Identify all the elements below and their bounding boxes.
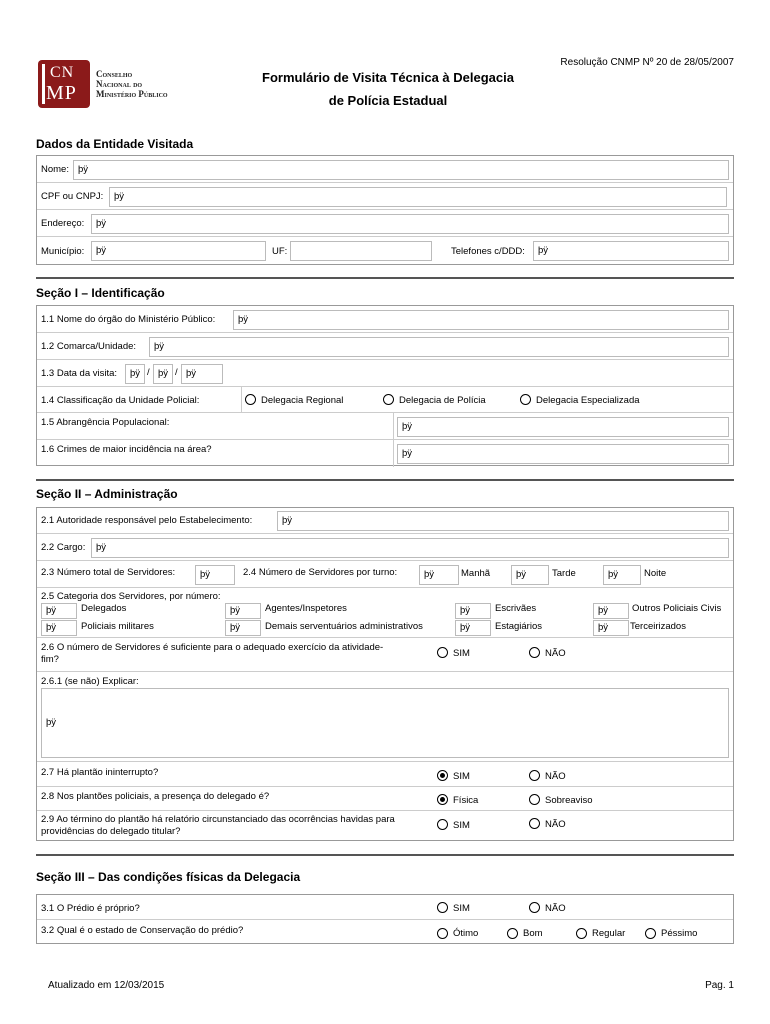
resolution-reference: Resolução CNMP Nº 20 de 28/05/2007 [560,57,734,68]
delegados-label: Delegados [81,603,127,614]
radio-q27-nao[interactable] [529,770,540,781]
demais-label: Demais serventuários administrativos [265,621,423,632]
q26-sim-label: SIM [453,648,470,659]
municipio-field[interactable]: þÿ [91,241,266,261]
q261-label: 2.6.1 (se não) Explicar: [41,676,139,687]
noite-field[interactable]: þÿ [603,565,641,585]
q23-label: 2.3 Número total de Servidores: [41,567,176,578]
radio-q26-sim[interactable] [437,647,448,658]
radio-q28-sobreaviso[interactable] [529,794,540,805]
q29-sim-label: SIM [453,820,470,831]
q31-sim-label: SIM [453,903,470,914]
updated-date: Atualizado em 12/03/2015 [48,980,165,991]
q32-label: 3.2 Qual é o estado de Conservação do prédio? [41,925,244,936]
noite-label: Noite [644,568,667,579]
visit-day-field[interactable]: þÿ [125,364,145,384]
manha-field[interactable]: þÿ [419,565,459,585]
q28-sobreaviso-label: Sobreaviso [545,795,593,806]
form-title: Formulário de Visita Técnica à Delegacia [262,70,514,85]
date-separator: / [147,367,150,378]
separator [36,854,734,856]
radio-delegacia-policia[interactable] [383,394,394,405]
section-1-title: Seção I – Identificação [36,286,165,300]
q24-label: 2.4 Número de Servidores por turno: [243,567,398,578]
endereco-field[interactable]: þÿ [91,214,729,234]
q23-field[interactable]: þÿ [195,565,235,585]
radio-q31-nao[interactable] [529,902,540,913]
escrivaes-field[interactable]: þÿ [455,603,491,619]
q27-sim-label: SIM [453,771,470,782]
q32-pessimo-label: Péssimo [661,928,698,939]
visit-year-field[interactable]: þÿ [181,364,223,384]
radio-q32-regular[interactable] [576,928,587,939]
outros-field[interactable]: þÿ [593,603,629,619]
uf-label: UF: [272,246,288,257]
q31-label: 3.1 O Prédio é próprio? [41,903,140,914]
radio-delegacia-regional[interactable] [245,394,256,405]
q16-field[interactable]: þÿ [397,444,729,464]
section-3-title: Seção III – Das condições físicas da Delegacia [36,870,301,884]
militares-field[interactable]: þÿ [41,620,77,636]
section-dados-title: Dados da Entidade Visitada [36,137,194,151]
radio-q31-sim[interactable] [437,902,448,913]
secao3-frame [36,894,734,944]
cpf-field[interactable]: þÿ [109,187,727,207]
q29-label-line1: 2.9 Ao término do plantão há relatório circunstanciado das ocorrências havidas para [41,814,395,825]
delegacia-especializada-label: Delegacia Especializada [536,395,640,406]
q26-label-line2: fim? [41,654,59,665]
q22-label: 2.2 Cargo: [41,542,86,553]
q26-nao-label: NÃO [545,648,566,659]
estagiarios-label: Estagiários [495,621,542,632]
tarde-label: Tarde [552,568,576,579]
manha-label: Manhã [461,568,491,579]
estagiarios-field[interactable]: þÿ [455,620,491,636]
q15-label: 1.5 Abrangência Populacional: [41,417,170,428]
q28-label: 2.8 Nos plantões policiais, a presença do delegado é? [41,791,270,802]
q14-label: 1.4 Classificação da Unidade Policial: [41,395,200,406]
telefones-field[interactable]: þÿ [533,241,729,261]
page-number: Pag. 1 [705,980,734,991]
radio-q28-fisica[interactable] [437,794,448,805]
q11-field[interactable]: þÿ [233,310,729,330]
agentes-label: Agentes/Inspetores [265,603,347,614]
q22-field[interactable]: þÿ [91,538,729,558]
nome-field[interactable]: þÿ [73,160,729,180]
escrivaes-label: Escrivães [495,603,537,614]
agentes-field[interactable]: þÿ [225,603,261,619]
q12-field[interactable]: þÿ [149,337,729,357]
date-separator: / [175,367,178,378]
secao1-frame [36,305,734,466]
q32-otimo-label: Ótimo [453,928,479,939]
radio-delegacia-especializada[interactable] [520,394,531,405]
q29-label-line2: providências do delegado titular? [41,826,181,837]
q27-nao-label: NÃO [545,771,566,782]
q21-field[interactable]: þÿ [277,511,729,531]
q15-field[interactable]: þÿ [397,417,729,437]
q16-label: 1.6 Crimes de maior incidência na área? [41,444,212,455]
cnmp-logo: CN MP [38,60,90,108]
radio-q32-pessimo[interactable] [645,928,656,939]
demais-field[interactable]: þÿ [225,620,261,636]
outros-label: Outros Policiais Civis [632,603,722,614]
radio-q29-nao[interactable] [529,818,540,829]
visit-month-field[interactable]: þÿ [153,364,173,384]
uf-field[interactable] [290,241,432,261]
radio-q32-bom[interactable] [507,928,518,939]
q26-label-line1: 2.6 O número de Servidores é suficiente para o adequado exercício da atividade- [41,642,384,653]
separator [36,277,734,279]
q31-nao-label: NÃO [545,903,566,914]
nome-label: Nome: [41,164,69,175]
delegacia-regional-label: Delegacia Regional [261,395,344,406]
q28-fisica-label: Física [453,795,479,806]
q27-label: 2.7 Há plantão ininterrupto? [41,767,159,778]
q29-nao-label: NÃO [545,819,566,830]
q32-bom-label: Bom [523,928,543,939]
q32-regular-label: Regular [592,928,626,939]
telefones-label: Telefones c/DDD: [451,246,525,257]
delegacia-policia-label: Delegacia de Polícia [399,395,486,406]
terceirizados-label: Terceirizados [630,621,686,632]
secao2-frame [36,507,734,841]
q261-textarea[interactable]: þÿ [41,688,729,758]
form-subtitle: de Polícia Estadual [328,93,448,108]
municipio-label: Município: [41,246,85,257]
q11-label: 1.1 Nome do órgão do Ministério Público: [41,314,216,325]
militares-label: Policiais militares [81,621,154,632]
cpf-label: CPF ou CNPJ: [41,191,104,202]
terceirizados-field[interactable]: þÿ [593,620,629,636]
q13-label: 1.3 Data da visita: [41,368,118,379]
q21-label: 2.1 Autoridade responsável pelo Estabelecimento: [41,515,253,526]
dados-frame [36,155,734,265]
separator [36,479,734,481]
radio-q26-nao[interactable] [529,647,540,658]
q25-label: 2.5 Categoria dos Servidores, por número: [41,591,221,602]
radio-q29-sim[interactable] [437,819,448,830]
section-2-title: Seção II – Administração [36,487,178,501]
tarde-field[interactable]: þÿ [511,565,549,585]
q12-label: 1.2 Comarca/Unidade: [41,341,137,352]
logo-text: Conselho Nacional do Ministério Público [96,69,168,99]
radio-q32-otimo[interactable] [437,928,448,939]
delegados-field[interactable]: þÿ [41,603,77,619]
endereco-label: Endereço: [41,218,85,229]
radio-q27-sim[interactable] [437,770,448,781]
